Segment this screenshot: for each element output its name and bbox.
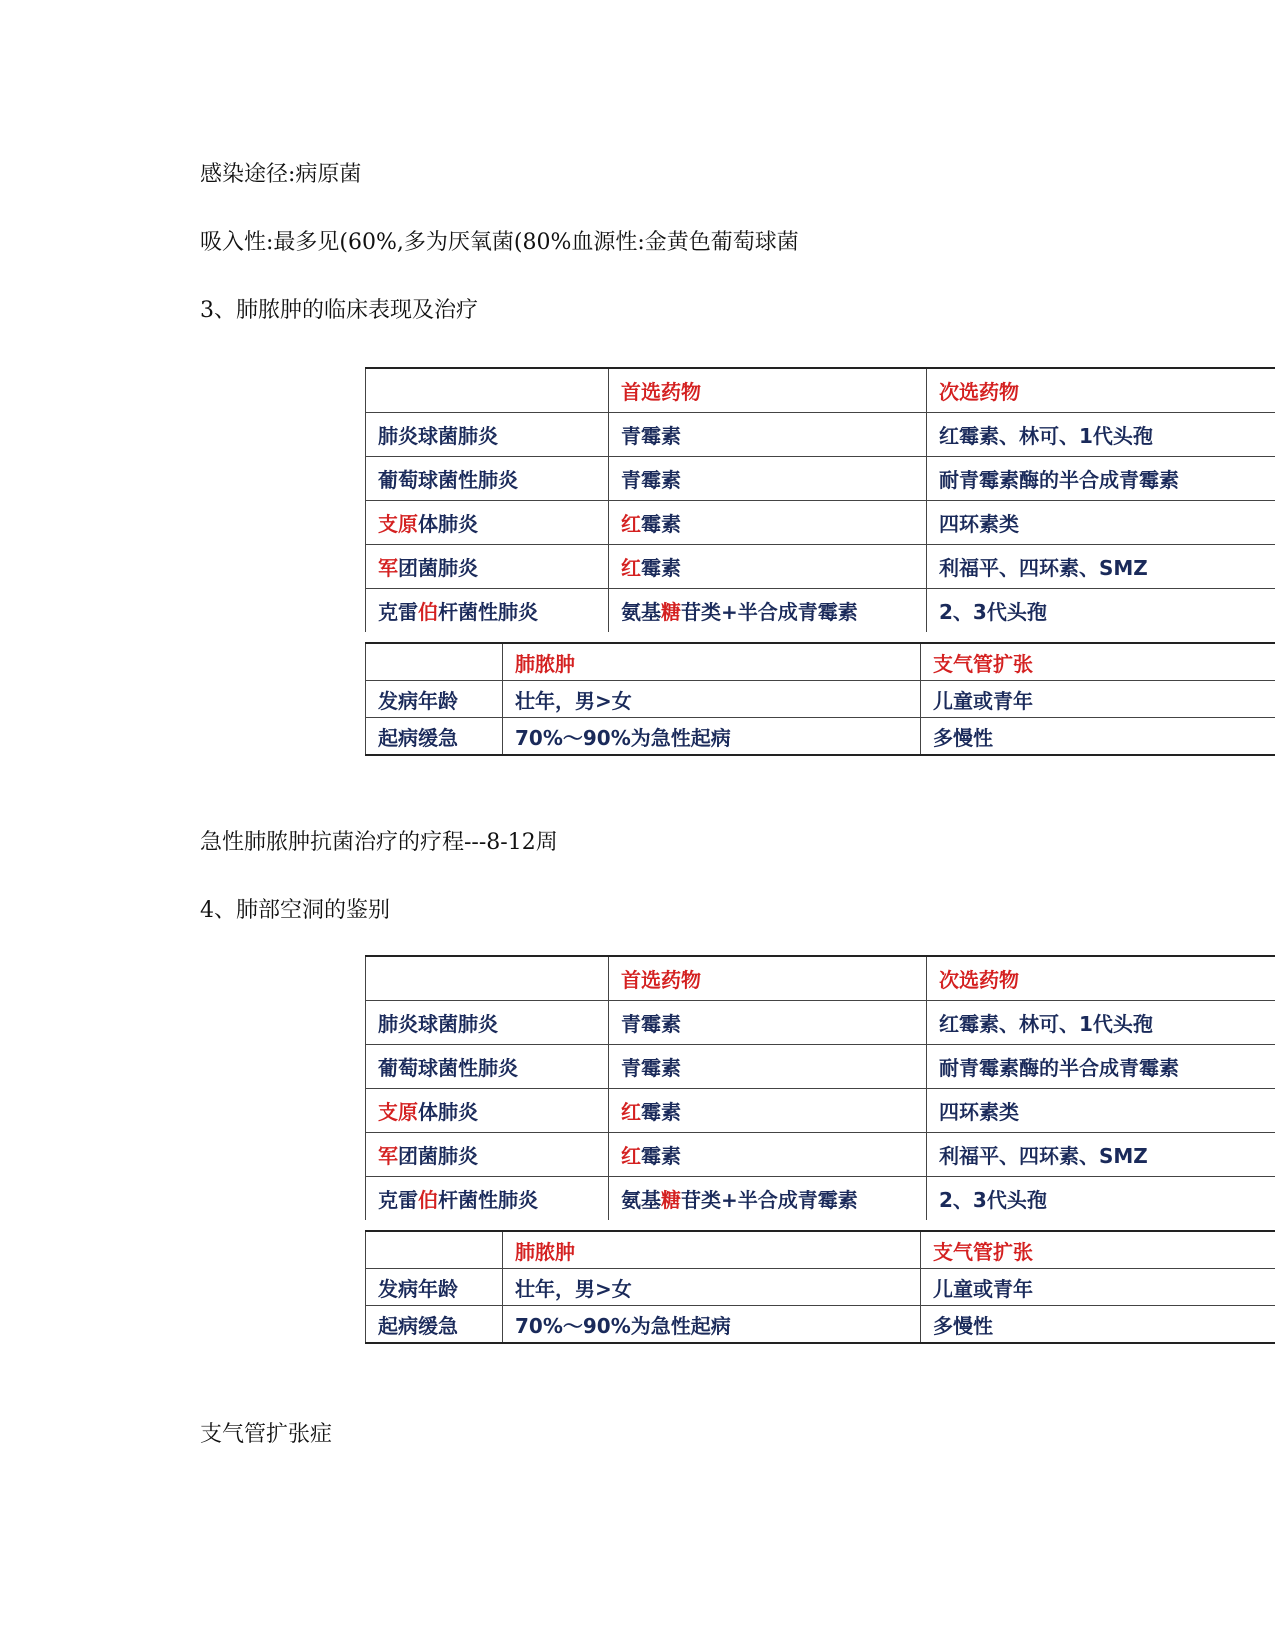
cell-text: 葡萄球菌性肺炎 — [378, 468, 518, 492]
paragraph-infection-route: 感染途径:病原菌 — [200, 162, 362, 187]
second-choice-cell — [927, 413, 1275, 457]
header-text: 肺脓肿 — [515, 651, 575, 676]
first-choice-cell — [609, 1001, 927, 1045]
second-choice-cell — [927, 1045, 1275, 1089]
second-choice-cell — [927, 545, 1275, 589]
table-cell — [366, 1306, 503, 1344]
cell-text: 发病年龄 — [378, 1276, 458, 1301]
disease-cell — [366, 1177, 609, 1221]
cell-text: 四环素类 — [939, 1100, 1019, 1124]
table-header-cell — [921, 643, 1275, 681]
second-choice-cell — [927, 457, 1275, 501]
disease-cell — [366, 1045, 609, 1089]
table-cell — [366, 1269, 503, 1306]
disease-cell — [366, 1133, 609, 1177]
first-choice-cell — [609, 1045, 927, 1089]
drug-table-1 — [365, 367, 1275, 632]
highlight-text: 红 — [621, 512, 641, 536]
highlight-text: 红 — [621, 1144, 641, 1168]
first-choice-cell — [609, 1089, 927, 1133]
highlight-text: 红 — [621, 556, 641, 580]
table-cell — [921, 681, 1275, 718]
header-text: 首选药物 — [621, 968, 701, 992]
cell-text: 体肺炎 — [418, 512, 478, 536]
header-text: 首选药物 — [621, 380, 701, 404]
cell-text: 耐青霉素酶的半合成青霉素 — [939, 1056, 1179, 1080]
table-row — [366, 545, 1275, 589]
table-row — [366, 1001, 1275, 1045]
table-header-row — [366, 643, 1275, 681]
first-choice-cell — [609, 545, 927, 589]
cell-text: 壮年，男>女 — [515, 688, 632, 713]
second-choice-cell — [927, 589, 1275, 633]
disease-cell — [366, 457, 609, 501]
heading-section-3: 3、肺脓肿的临床表现及治疗 — [200, 298, 478, 323]
cell-text: 苷类+半合成青霉素 — [681, 1188, 858, 1212]
highlight-text: 支原 — [378, 512, 418, 536]
first-choice-cell — [609, 1177, 927, 1221]
heading-bronchiectasis: 支气管扩张症 — [200, 1422, 333, 1447]
cell-text: 壮年，男>女 — [515, 1276, 632, 1301]
table-header-cell — [366, 643, 503, 681]
table-header-cell — [503, 1231, 921, 1269]
second-choice-cell — [927, 1089, 1275, 1133]
first-choice-cell — [609, 589, 927, 633]
cell-text: 苷类+半合成青霉素 — [681, 600, 858, 624]
first-choice-cell — [609, 413, 927, 457]
cell-text: 耐青霉素酶的半合成青霉素 — [939, 468, 1179, 492]
cell-text: 葡萄球菌性肺炎 — [378, 1056, 518, 1080]
cell-text: 70%～90%为急性起病 — [515, 1313, 731, 1338]
cell-text: 霉素 — [641, 1100, 681, 1124]
header-text: 次选药物 — [939, 968, 1019, 992]
table-cell — [503, 1306, 921, 1344]
cell-text: 霉素 — [641, 512, 681, 536]
cell-text: 氨基 — [621, 600, 661, 624]
highlight-text: 红 — [621, 1100, 641, 1124]
table-row — [366, 1306, 1275, 1344]
first-choice-cell — [609, 457, 927, 501]
cell-text: 多慢性 — [933, 1313, 993, 1338]
table-cell — [366, 681, 503, 718]
header-text: 次选药物 — [939, 380, 1019, 404]
cell-text: 青霉素 — [621, 1012, 681, 1036]
cell-text: 2、3代头孢 — [939, 600, 1047, 624]
disease-cell — [366, 501, 609, 545]
table-row — [366, 413, 1275, 457]
table-row — [366, 681, 1275, 718]
table-header-cell — [921, 1231, 1275, 1269]
disease-cell — [366, 1089, 609, 1133]
cell-text: 儿童或青年 — [933, 1276, 1033, 1301]
second-choice-cell — [927, 1001, 1275, 1045]
highlight-text: 伯 — [418, 600, 438, 624]
disease-cell — [366, 545, 609, 589]
table-row — [366, 1045, 1275, 1089]
cell-text: 肺炎球菌肺炎 — [378, 1012, 498, 1036]
table-header-cell — [609, 956, 927, 1001]
cell-text: 红霉素、林可、1代头孢 — [939, 1012, 1153, 1036]
disease-cell — [366, 1001, 609, 1045]
compare-table-1 — [365, 642, 1275, 756]
cell-text: 利福平、四环素、SMZ — [939, 1144, 1148, 1168]
cell-text: 团菌肺炎 — [398, 1144, 478, 1168]
first-choice-cell — [609, 501, 927, 545]
compare-table-2 — [365, 1230, 1275, 1350]
table-row — [366, 1089, 1275, 1133]
table-header-cell — [927, 368, 1275, 413]
table-row — [366, 589, 1275, 633]
table-row — [366, 1133, 1275, 1177]
disease-cell — [366, 413, 609, 457]
cell-text: 杆菌性肺炎 — [438, 600, 538, 624]
cell-text: 杆菌性肺炎 — [438, 1188, 538, 1212]
cell-text: 克雷 — [378, 1188, 418, 1212]
highlight-text: 军 — [378, 556, 398, 580]
header-text: 支气管扩张 — [933, 1239, 1033, 1264]
cell-text: 体肺炎 — [418, 1100, 478, 1124]
table-header-row — [366, 1231, 1275, 1269]
cell-text: 肺炎球菌肺炎 — [378, 424, 498, 448]
header-text: 肺脓肿 — [515, 1239, 575, 1264]
second-choice-cell — [927, 501, 1275, 545]
cell-text: 青霉素 — [621, 424, 681, 448]
table-cell — [503, 1269, 921, 1306]
cell-text: 起病缓急 — [378, 1313, 458, 1338]
highlight-text: 支原 — [378, 1100, 418, 1124]
cell-text: 氨基 — [621, 1188, 661, 1212]
paragraph-treatment-course: 急性肺脓肿抗菌治疗的疗程---8-12周 — [200, 830, 558, 855]
table-header-cell — [366, 368, 609, 413]
cell-text: 四环素类 — [939, 512, 1019, 536]
header-text: 支气管扩张 — [933, 651, 1033, 676]
first-choice-cell — [609, 1133, 927, 1177]
cell-text: 起病缓急 — [378, 725, 458, 750]
cell-text: 发病年龄 — [378, 688, 458, 713]
second-choice-cell — [927, 1177, 1275, 1221]
second-choice-cell — [927, 1133, 1275, 1177]
table-header-row — [366, 368, 1275, 413]
highlight-text: 军 — [378, 1144, 398, 1168]
table-header-row — [366, 956, 1275, 1001]
cell-text: 青霉素 — [621, 1056, 681, 1080]
cell-text: 霉素 — [641, 1144, 681, 1168]
table-header-cell — [366, 956, 609, 1001]
cell-text: 霉素 — [641, 556, 681, 580]
cell-text: 儿童或青年 — [933, 688, 1033, 713]
table-cell — [503, 681, 921, 718]
table-cell — [921, 1306, 1275, 1344]
table-row — [366, 501, 1275, 545]
highlight-text: 糖 — [661, 600, 681, 624]
table-header-cell — [609, 368, 927, 413]
cell-text: 利福平、四环素、SMZ — [939, 556, 1148, 580]
cell-text: 70%～90%为急性起病 — [515, 725, 731, 750]
table-cell — [921, 1269, 1275, 1306]
table-row — [366, 718, 1275, 756]
cell-text: 红霉素、林可、1代头孢 — [939, 424, 1153, 448]
table-row — [366, 457, 1275, 501]
table-header-cell — [366, 1231, 503, 1269]
highlight-text: 伯 — [418, 1188, 438, 1212]
cell-text: 克雷 — [378, 600, 418, 624]
cell-text: 多慢性 — [933, 725, 993, 750]
heading-section-4: 4、肺部空洞的鉴别 — [200, 898, 390, 923]
table-row — [366, 1269, 1275, 1306]
table-cell — [366, 718, 503, 756]
cell-text: 青霉素 — [621, 468, 681, 492]
table-header-cell — [927, 956, 1275, 1001]
cell-text: 团菌肺炎 — [398, 556, 478, 580]
table-cell — [503, 718, 921, 756]
table-row — [366, 1177, 1275, 1221]
drug-table-2 — [365, 955, 1275, 1220]
table-header-cell — [503, 643, 921, 681]
paragraph-inhalation: 吸入性:最多见(60%,多为厌氧菌(80%血源性:金黄色葡萄球菌 — [200, 230, 799, 255]
cell-text: 2、3代头孢 — [939, 1188, 1047, 1212]
table-cell — [921, 718, 1275, 756]
highlight-text: 糖 — [661, 1188, 681, 1212]
disease-cell — [366, 589, 609, 633]
